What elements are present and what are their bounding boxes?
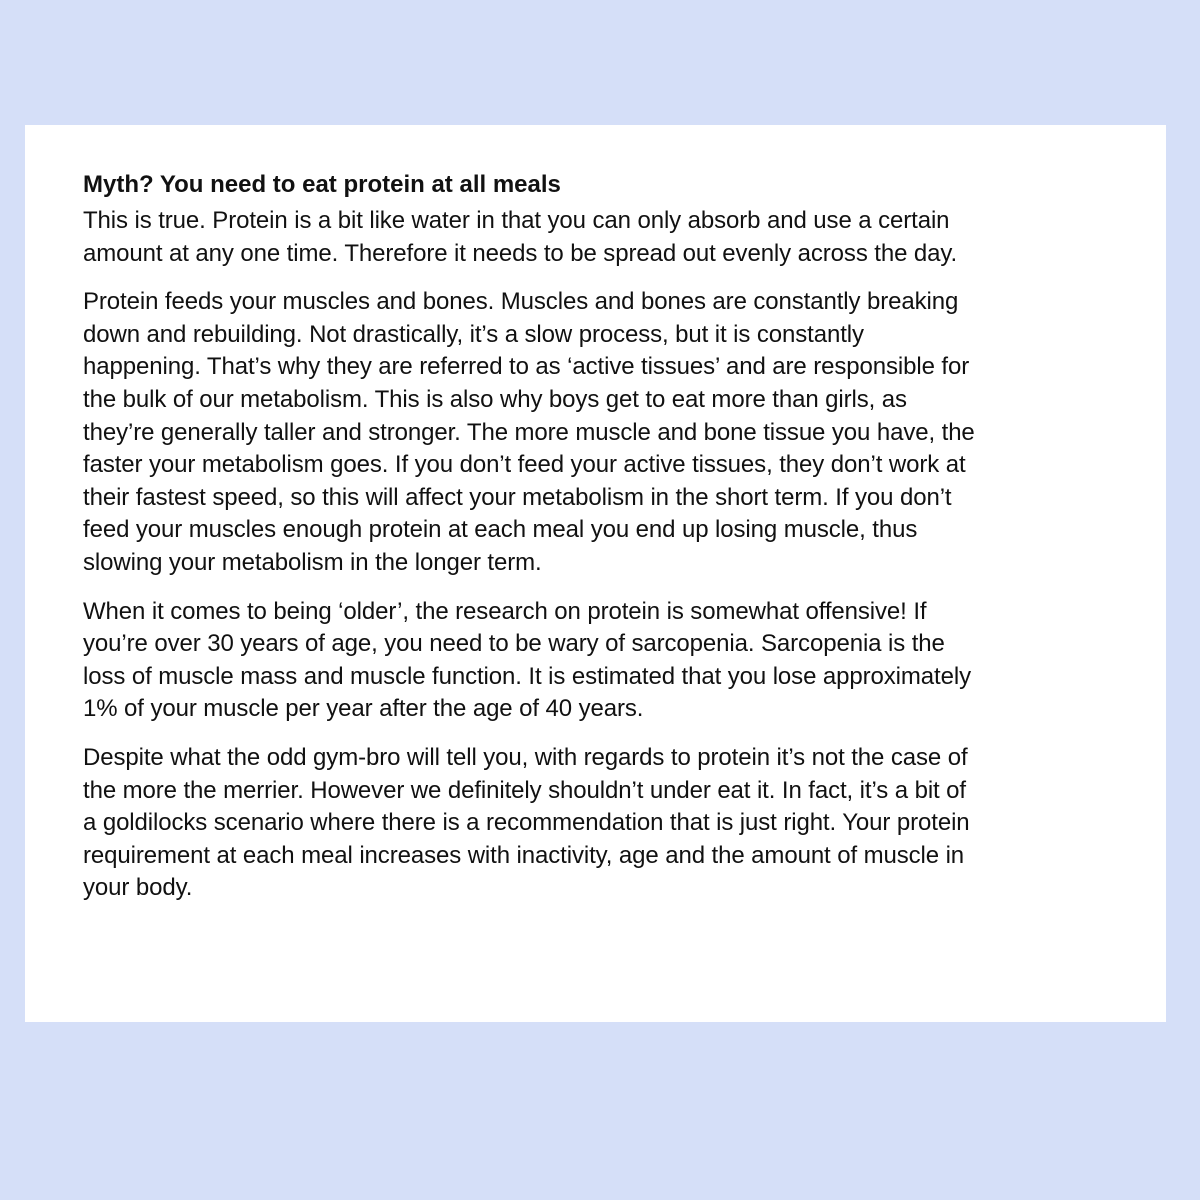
paragraph-line: their fastest speed, so this will affect your metabolism in the short term. If you don’t (83, 483, 952, 511)
paragraph-line: requirement at each meal increases with inactivity, age and the amount of muscle in (83, 841, 965, 869)
document-page (25, 125, 1166, 1022)
paragraph-line: your body. (83, 874, 193, 902)
paragraph-line: faster your metabolism goes. If you don’t feed your active tissues, they don’t work at (83, 451, 966, 479)
paragraph-line: amount at any one time. Therefore it needs to be spread out evenly across the day. (83, 239, 958, 267)
paragraph-line: slowing your metabolism in the longer term. (83, 548, 542, 576)
paragraph-line: the bulk of our metabolism. This is also why boys get to eat more than girls, as (83, 385, 907, 413)
paragraph-line: loss of muscle mass and muscle function. It is estimated that you lose approximately (83, 662, 972, 690)
paragraph-line: they’re generally taller and stronger. The more muscle and bone tissue you have, the (83, 418, 975, 446)
paragraph-line: you’re over 30 years of age, you need to be wary of sarcopenia. Sarcopenia is the (83, 630, 945, 658)
paragraph-line: When it comes to being ‘older’, the research on protein is somewhat offensive! If (83, 597, 927, 625)
paragraph-line: 1% of your muscle per year after the age of 40 years. (83, 695, 644, 723)
paragraph-line: the more the merrier. However we definitely shouldn’t under eat it. In fact, it’s a bit of (83, 776, 966, 804)
body-paragraph (83, 205, 1110, 270)
paragraph-line: This is true. Protein is a bit like water in that you can only absorb and use a certain (83, 207, 950, 234)
body-paragraph (83, 286, 1110, 579)
paragraph-line: happening. That’s why they are referred to as ‘active tissues’ and are responsible for (83, 353, 970, 381)
document-body (83, 205, 1110, 905)
paragraph-line: down and rebuilding. Not drastically, it’s a slow process, but it is constantly (83, 320, 864, 348)
paragraph-line: a goldilocks scenario where there is a recommendation that is just right. Your protein (83, 809, 970, 837)
paragraph-line: Protein feeds your muscles and bones. Muscles and bones are constantly breaking (83, 288, 959, 316)
body-paragraph (83, 742, 1110, 905)
paragraph-line: feed your muscles enough protein at each meal you end up losing muscle, thus (83, 516, 918, 544)
paragraph-line: Despite what the odd gym-bro will tell you, with regards to protein it’s not the case of (83, 743, 968, 771)
document-title: Myth? You need to eat protein at all meals (83, 171, 561, 198)
body-paragraph (83, 596, 1110, 726)
